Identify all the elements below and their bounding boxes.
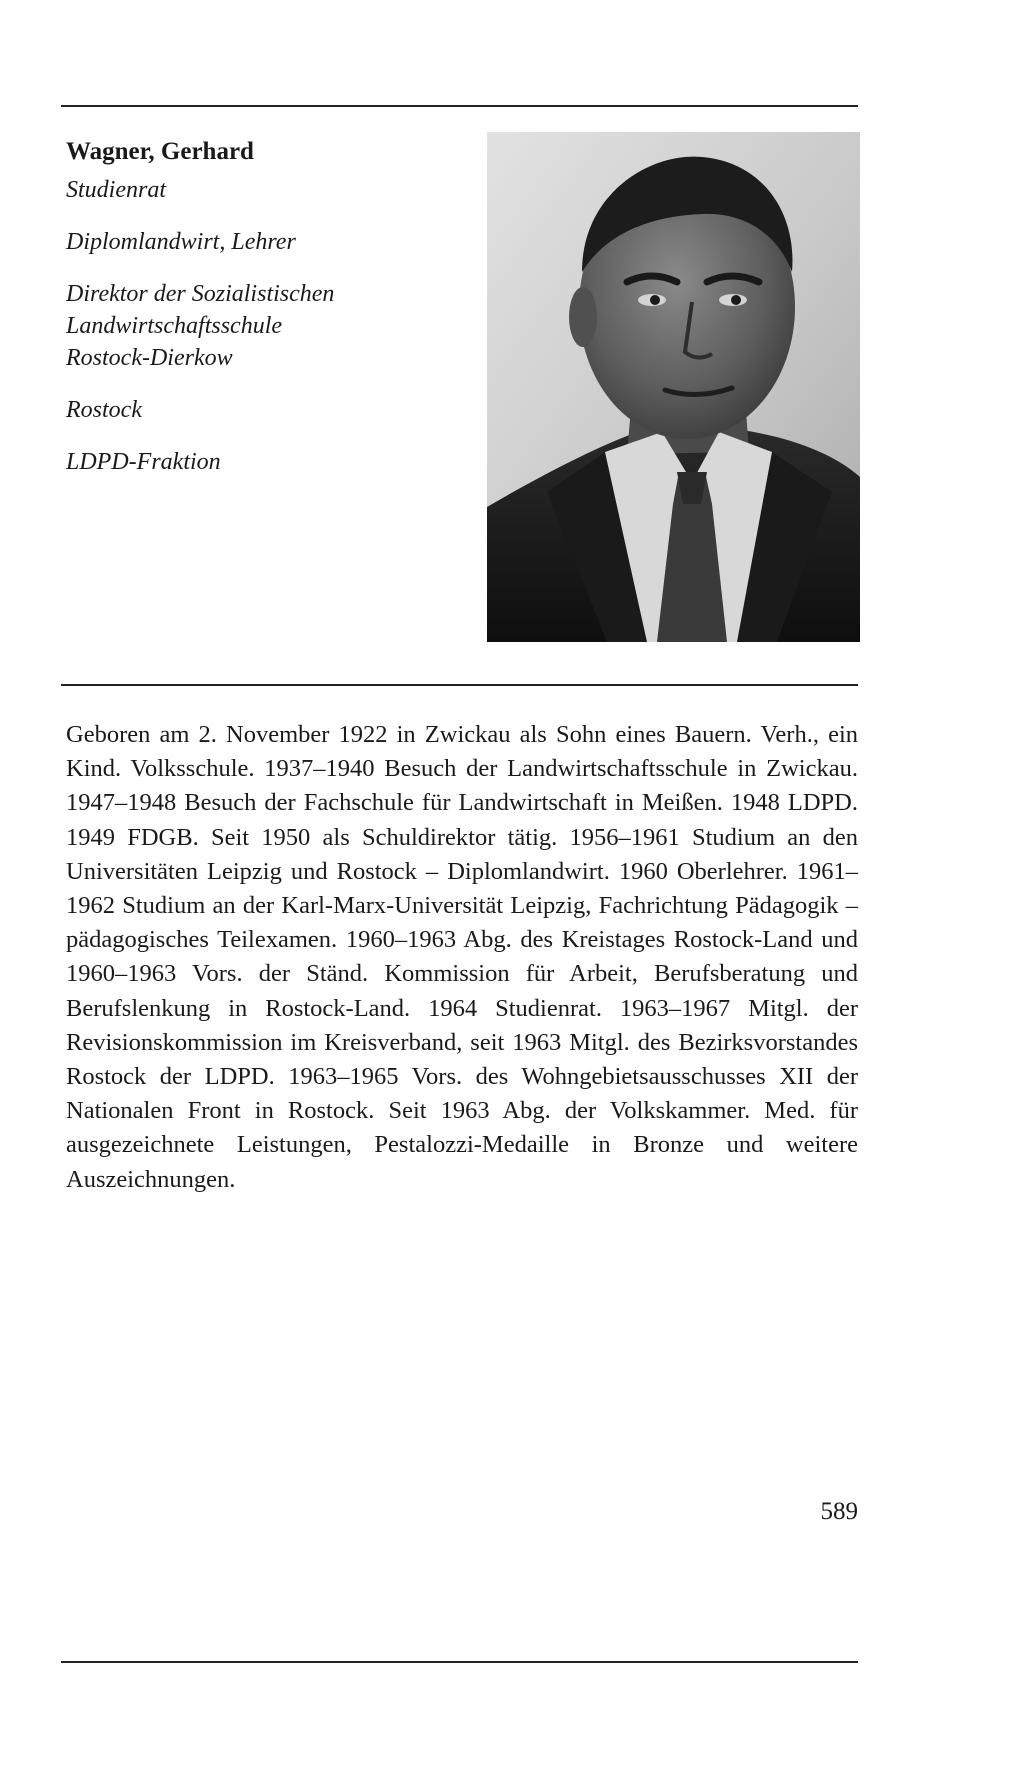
top-rule (61, 105, 858, 107)
person-profession: Diplomlandwirt, Lehrer (66, 229, 296, 255)
person-title: Studienrat (66, 177, 166, 203)
person-position: Direktor der Sozialistischen Landwirtschaftsschule Rostock-Dierkow (66, 281, 335, 371)
person-constituency: Rostock (66, 397, 142, 423)
separator-rule (61, 684, 858, 686)
portrait-photo (487, 132, 860, 642)
page-number: 589 (820, 1498, 858, 1525)
entry-header (66, 136, 476, 478)
bottom-rule (61, 1661, 858, 1663)
biography-text: Geboren am 2. November 1922 in Zwickau als Sohn eines Bauern. Verh., ein Kind. Volksschule. 1937–1940 Besuch der Landwirtschaftsschule in Zwickau. 1947–1948 Besuch der Fachschule für Landwirtschaft in Meißen. 1948 LDPD. 1949 FDGB. Seit 1950 als Schuldirektor tätig. 1956–1961 Studium an den Universitäten Leipzig und Rostock – Diplomlandwirt. 1960 Oberlehrer. 1961–1962 Studium an der Karl-Marx-Universität Leipzig, Fachrichtung Pädagogik – pädagogisches Teilexamen. 1960–1963 Abg. des Kreistages Rostock-Land und 1960–1963 Vors. der Ständ. Kommission für Arbeit, Berufsberatung und Berufslenkung in Rostock-Land. 1964 Studienrat. 1963–1967 Mitgl. der Revisionskommission im Kreisverband, seit 1963 Mitgl. des Bezirksvorstandes Rostock der LDPD. 1963–1965 Vors. des Wohngebietsausschusses XII der Nationalen Front in Rostock. Seit 1963 Abg. der Volkskammer. Med. für ausgezeichnete Leistungen, Pestalozzi-Medaille in Bronze und weitere Auszeichnungen. (66, 721, 858, 1193)
person-name: Wagner, Gerhard (66, 138, 254, 165)
person-faction: LDPD-Fraktion (66, 449, 221, 475)
